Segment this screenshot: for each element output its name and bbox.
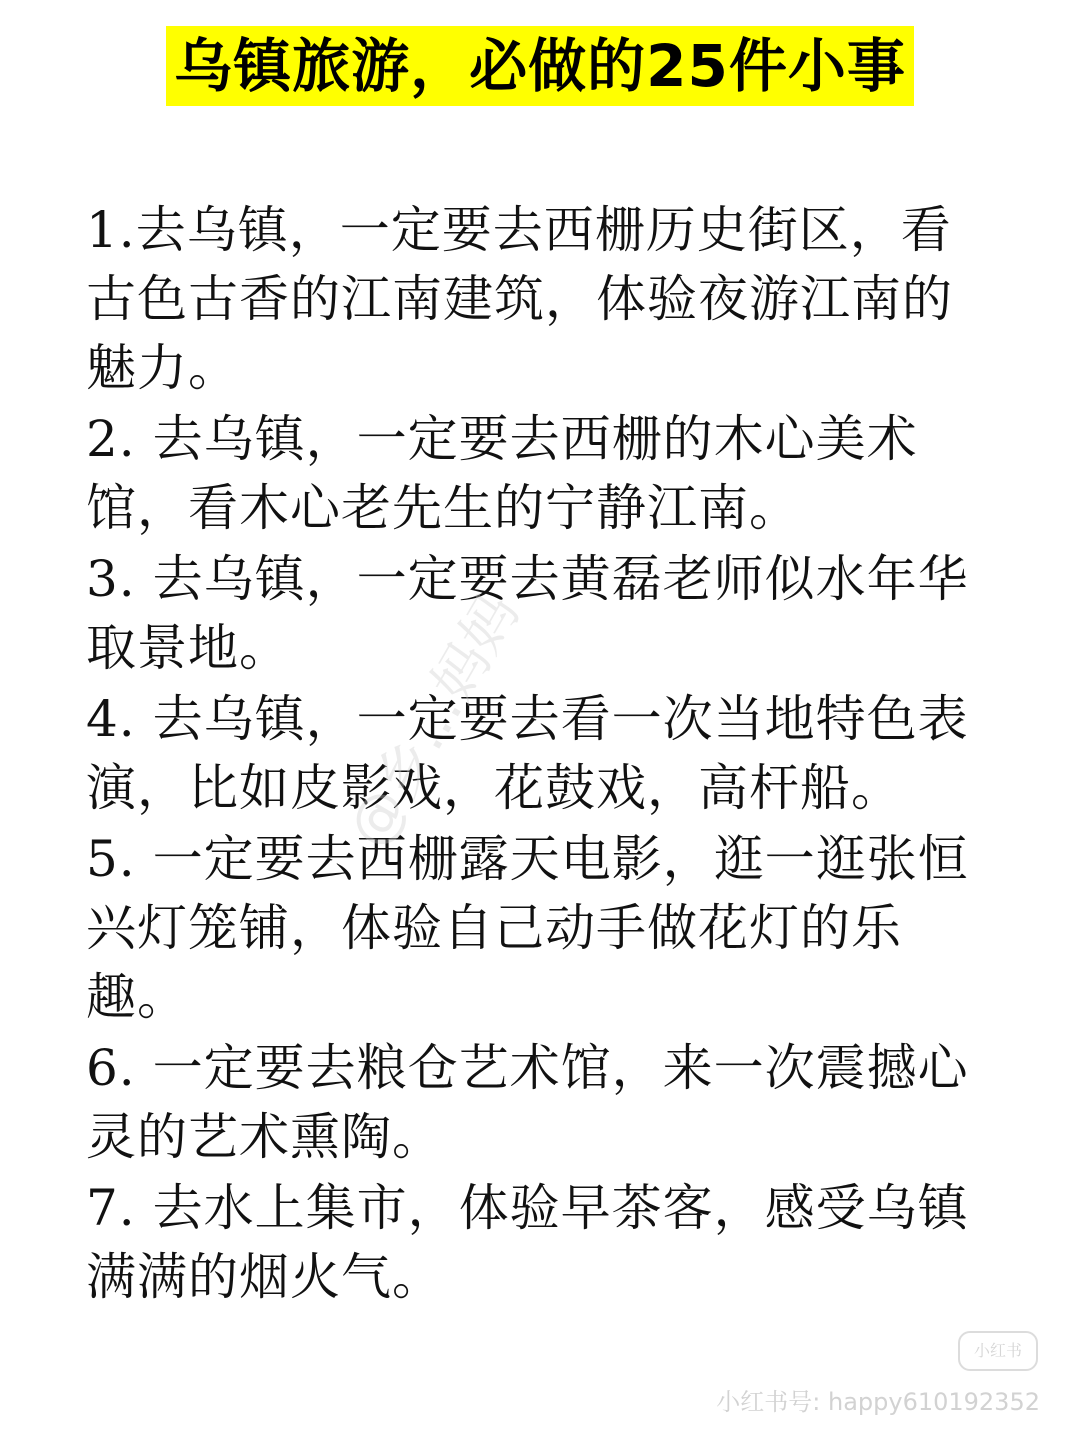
list-item: 1.去乌镇，一定要去西栅历史街区，看古色古香的江南建筑，体验夜游江南的魅力。	[86, 201, 953, 397]
list-item: 7. 去水上集市，体验早茶客，感受乌镇满满的烟火气。	[86, 1179, 969, 1306]
page-title: 乌镇旅游，必做的25件小事	[166, 26, 914, 106]
list-item: 6. 一定要去粮仓艺术馆，来一次震撼心灵的艺术熏陶。	[86, 1039, 969, 1166]
list-item: 5. 一定要去西栅露天电影，逛一逛张恒兴灯笼铺，体验自己动手做花灯的乐趣。	[86, 830, 969, 1026]
footer-id-watermark: 小红书号: happy610192352	[716, 1388, 1040, 1416]
title-container	[0, 26, 1080, 106]
tips-list	[86, 196, 986, 1314]
list-item: 2. 去乌镇，一定要去西栅的木心美术馆，看木心老先生的宁静江南。	[86, 410, 918, 537]
list-item: 4. 去乌镇，一定要去看一次当地特色表演，比如皮影戏，花鼓戏，高杆船。	[86, 690, 969, 817]
xiaohongshu-badge: 小红书	[958, 1331, 1038, 1371]
watermark-text: @乡…妈妈	[335, 583, 533, 859]
list-item: 3. 去乌镇，一定要去黄磊老师似水年华取景地。	[86, 550, 969, 677]
